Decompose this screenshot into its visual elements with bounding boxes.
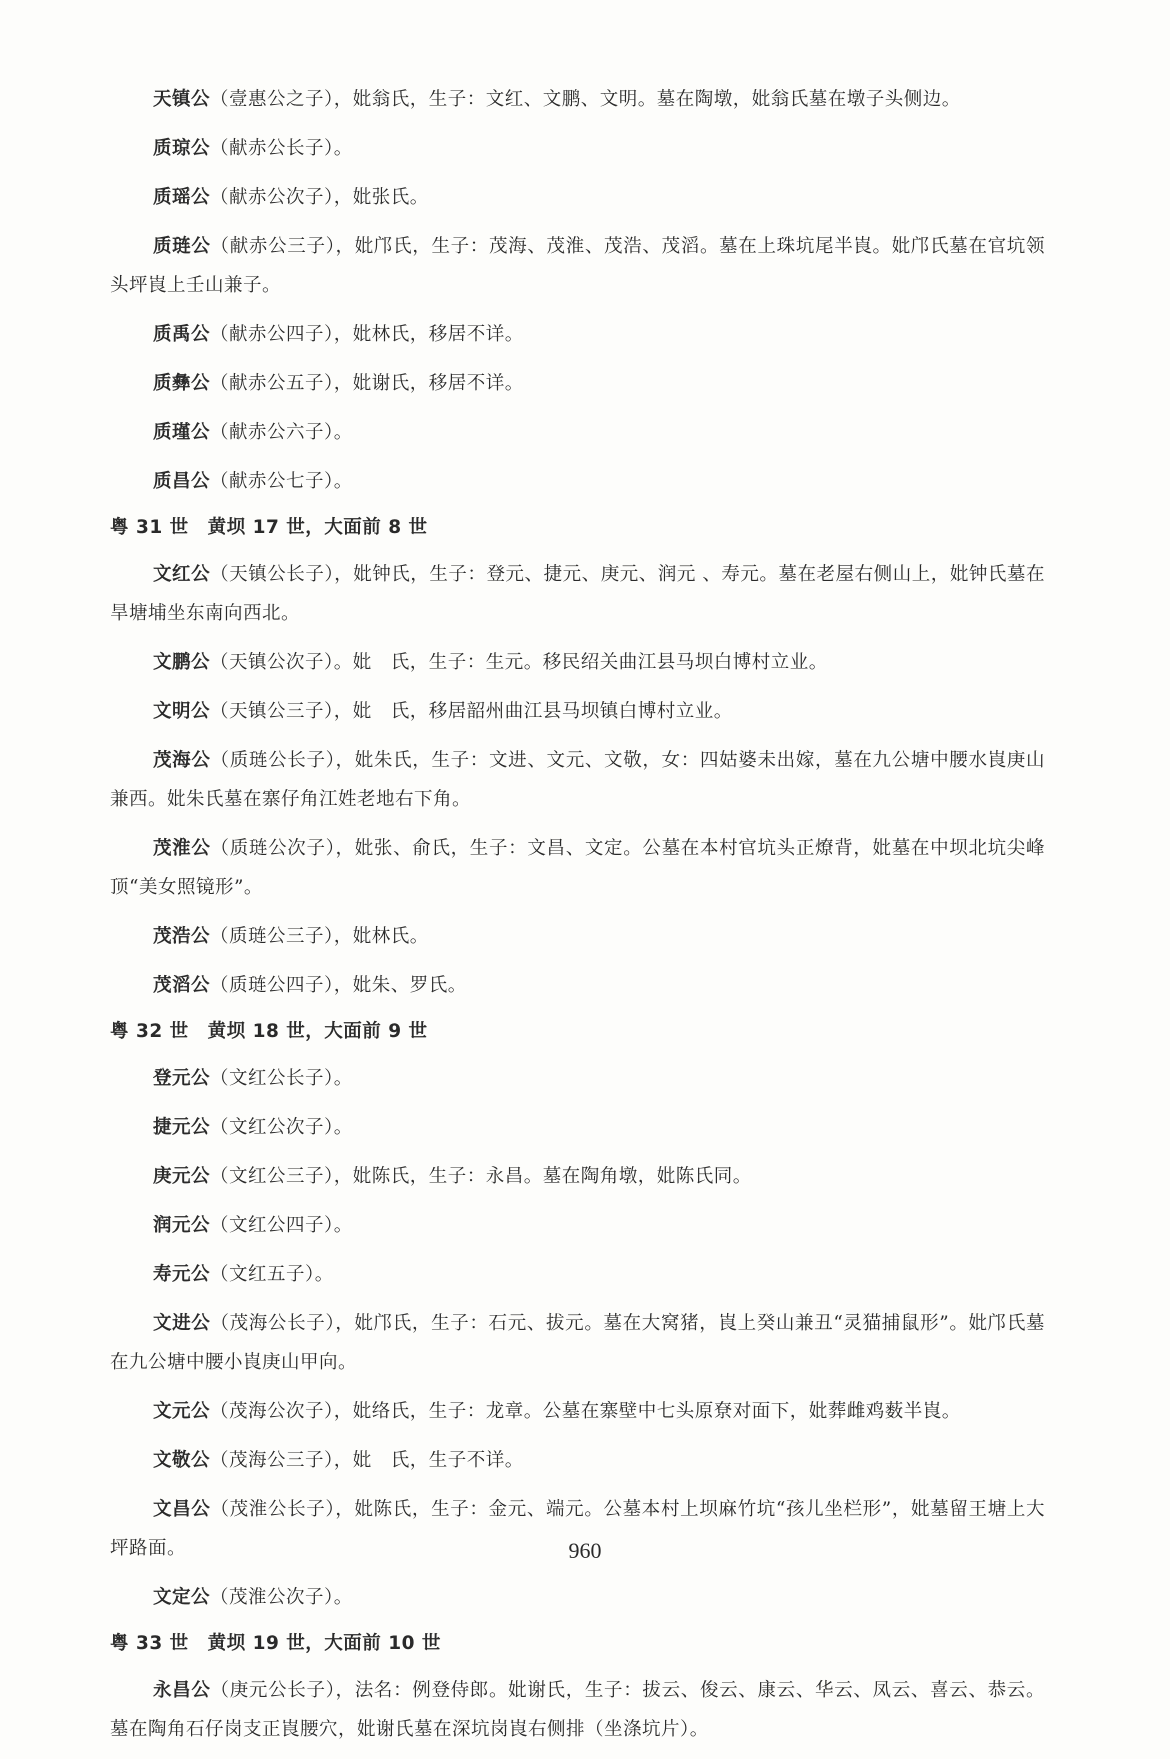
entry-gengyuan	[110, 1157, 1045, 1196]
entry-name: 质彝公	[153, 373, 211, 394]
entry-wenhong	[110, 555, 1045, 633]
entry-name: 文进公	[153, 1313, 211, 1334]
entry-name: 永昌公	[153, 1680, 211, 1701]
entry-text: （文红公次子）。	[210, 1117, 353, 1138]
entry-name: 润元公	[153, 1215, 211, 1236]
entry-wenjing	[110, 1441, 1045, 1480]
entry-shouyuan	[110, 1255, 1045, 1294]
page-number: 960	[568, 1538, 602, 1563]
entry-name: 文鹏公	[153, 652, 211, 673]
entry-jieyuan	[110, 1108, 1045, 1147]
entry-name: 茂海公	[153, 750, 211, 771]
entry-zhijin	[110, 413, 1045, 452]
entry-name: 文敬公	[153, 1450, 211, 1471]
entry-name: 质瑶公	[153, 187, 211, 208]
entry-text: （文红公长子）。	[210, 1068, 353, 1089]
entry-zhichang	[110, 462, 1045, 501]
entry-zhiqiong	[110, 129, 1045, 168]
entry-name: 文定公	[153, 1587, 211, 1608]
generation-heading-32: 粤 32 世 黄坝 18 世，大面前 9 世	[110, 1021, 428, 1042]
entry-text: （茂海公次子），妣络氏，生子：龙章。公墓在寨壁中七头原尞对面下，妣葬雌鸡薮半崀。	[210, 1401, 961, 1422]
entry-zhiyao	[110, 178, 1045, 217]
entry-text: （献赤公七子）。	[210, 471, 353, 492]
entry-text: （庚元公长子），法名：例登侍郎。妣谢氏，生子：拔云、俊云、康云、华云、凤云、喜云、恭云。墓在陶角石仔岗支正崀腰穴，妣谢氏墓在深坑岗崀右侧排（坐涤坑片）。	[110, 1680, 1045, 1740]
entry-text: （献赤公三子），妣邝氏，生子：茂海、茂淮、茂浩、茂滔。墓在上珠坑尾半崀。妣邝氏墓在官坑领头坪崀上壬山兼子。	[110, 236, 1045, 296]
generation-heading-33: 粤 33 世 黄坝 19 世，大面前 10 世	[110, 1633, 441, 1654]
entry-name: 质昌公	[153, 471, 211, 492]
entry-maohai	[110, 741, 1045, 819]
entry-text: （献赤公四子），妣林氏，移居不详。	[210, 324, 524, 345]
generation-heading-31: 粤 31 世 黄坝 17 世，大面前 8 世	[110, 517, 428, 538]
entry-name: 寿元公	[153, 1264, 211, 1285]
entry-name: 茂滔公	[153, 975, 211, 996]
entry-text: （质琏公长子），妣朱氏，生子：文进、文元、文敬，女：四姑婆未出嫁，墓在九公塘中腰水崀庚山兼西。妣朱氏墓在寨仔角江姓老地右下角。	[110, 750, 1045, 810]
entry-text: （献赤公次子），妣张氏。	[210, 187, 429, 208]
entry-name: 质禹公	[153, 324, 211, 345]
entry-text: （天镇公次子）。妣 氏，生子：生元。移民绍关曲江县马坝白博村立业。	[210, 652, 828, 673]
entry-zhilian	[110, 227, 1045, 305]
entry-name: 文明公	[153, 701, 211, 722]
entry-name: 捷元公	[153, 1117, 211, 1138]
entry-text: （天镇公长子），妣钟氏，生子：登元、捷元、庚元、润元 、寿元。墓在老屋右侧山上，妣钟氏墓在旱塘埔坐东南向西北。	[110, 564, 1045, 624]
entry-wending	[110, 1578, 1045, 1617]
entry-maohao	[110, 917, 1045, 956]
entry-name: 文元公	[153, 1401, 211, 1422]
entry-yongchang	[110, 1671, 1045, 1749]
entry-name: 茂浩公	[153, 926, 211, 947]
entry-tianzhen	[110, 80, 1045, 119]
entry-text: （质琏公三子），妣林氏。	[210, 926, 429, 947]
entry-runyuan	[110, 1206, 1045, 1245]
entry-text: （文红五子）。	[210, 1264, 334, 1285]
entry-text: （茂海公长子），妣邝氏，生子：石元、拔元。墓在大窝猪，崀上癸山兼丑“灵猫捕鼠形”。妣邝氏墓在九公塘中腰小崀庚山甲向。	[110, 1313, 1045, 1373]
entry-zhiyu	[110, 315, 1045, 354]
genealogy-page	[110, 80, 1045, 1759]
entry-name: 文红公	[153, 564, 211, 585]
entry-text: （茂海公三子），妣 氏，生子不详。	[210, 1450, 524, 1471]
entry-wenjin	[110, 1304, 1045, 1382]
entry-text: （献赤公五子），妣谢氏，移居不详。	[210, 373, 524, 394]
entry-text: （天镇公三子），妣 氏，移居韶州曲江县马坝镇白博村立业。	[210, 701, 733, 722]
entry-name: 登元公	[153, 1068, 211, 1089]
entry-wenming	[110, 692, 1045, 731]
entry-text: （献赤公六子）。	[210, 422, 353, 443]
entry-name: 文昌公	[153, 1499, 211, 1520]
entry-text: （茂淮公次子）。	[210, 1587, 353, 1608]
entry-name: 质琏公	[153, 236, 211, 257]
entry-text: （质琏公四子），妣朱、罗氏。	[210, 975, 467, 996]
entry-wenpeng	[110, 643, 1045, 682]
entry-maohuai	[110, 829, 1045, 907]
entry-dengyuan	[110, 1059, 1045, 1098]
entry-text: （献赤公长子）。	[210, 138, 353, 159]
entry-text: （质琏公次子），妣张、俞氏，生子：文昌、文定。公墓在本村官坑头正燎背，妣墓在中坝北坑尖峰顶“美女照镜形”。	[110, 838, 1045, 898]
entry-name: 茂淮公	[153, 838, 211, 859]
entry-text: （茂淮公长子），妣陈氏，生子：金元、端元。公墓本村上坝麻竹坑“孩儿坐栏形”，妣墓留王塘上大坪路面。	[110, 1499, 1045, 1559]
entry-text: （文红公三子），妣陈氏，生子：永昌。墓在陶角墩，妣陈氏同。	[210, 1166, 752, 1187]
entry-text: （壹惠公之子），妣翁氏，生子：文红、文鹏、文明。墓在陶墩，妣翁氏墓在墩子头侧边。	[210, 89, 961, 110]
entry-wenyuan	[110, 1392, 1045, 1431]
entry-name: 庚元公	[153, 1166, 211, 1187]
entry-name: 质琼公	[153, 138, 211, 159]
entry-text: （文红公四子）。	[210, 1215, 353, 1236]
entry-maotao	[110, 966, 1045, 1005]
entry-name: 质瑾公	[153, 422, 211, 443]
entry-name: 天镇公	[153, 89, 211, 110]
entry-zhiyi	[110, 364, 1045, 403]
